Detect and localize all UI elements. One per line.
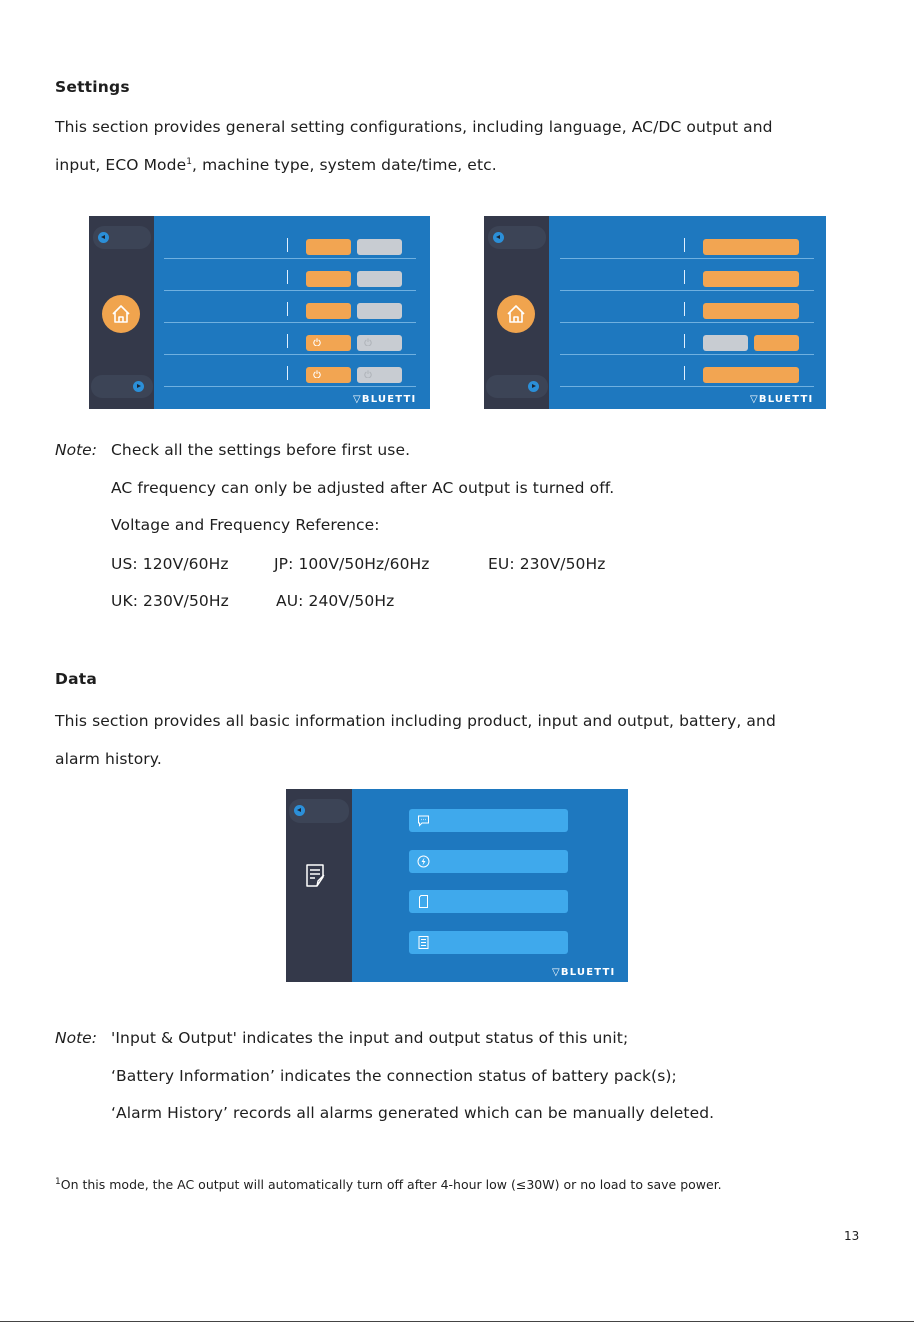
lightning-icon [417, 855, 430, 868]
divider [287, 270, 288, 284]
back-arrow-icon [98, 232, 109, 243]
ref-us: US: 120V/60Hz [111, 555, 229, 573]
data-screen [286, 789, 628, 982]
data-intro-line2: alarm history. [55, 750, 162, 768]
back-pill[interactable] [289, 799, 349, 823]
select-button[interactable] [703, 303, 799, 319]
power-icon [364, 338, 372, 346]
alarm-history-button[interactable] [409, 931, 568, 954]
divider [684, 302, 685, 316]
forward-arrow-icon [528, 381, 539, 392]
brand-text: BLUETTI [361, 394, 417, 405]
brand-logo: ▽BLUETTI [552, 967, 616, 978]
note1-line2: AC frequency can only be adjusted after AC output is turned off. [111, 479, 615, 497]
data-heading: Data [55, 670, 97, 688]
option-on-button[interactable] [306, 271, 351, 287]
option-off-button[interactable] [703, 335, 748, 351]
divider [287, 366, 288, 380]
brand-text: BLUETTI [560, 967, 616, 978]
list-icon [417, 935, 430, 950]
home-icon[interactable] [497, 295, 535, 333]
power-icon [313, 370, 321, 378]
settings-intro-line2-post: , machine type, system date/time, etc. [192, 156, 497, 174]
brand-text: BLUETTI [758, 394, 814, 405]
row-divider [164, 354, 416, 355]
footnote-text: On this mode, the AC output will automatically turn off after 4-hour low (≤30W) or no load to save power. [60, 1177, 722, 1193]
divider [287, 302, 288, 316]
sidebar [89, 216, 154, 409]
battery-info-button[interactable] [409, 890, 568, 913]
next-pill[interactable] [486, 375, 548, 398]
power-icon [364, 370, 372, 378]
footnote-mark: 1 [55, 1177, 61, 1187]
back-pill[interactable] [488, 226, 546, 249]
power-icon [313, 338, 321, 346]
select-button[interactable] [703, 239, 799, 255]
footnote-ref: 1 [186, 156, 193, 167]
option-on-button[interactable] [306, 239, 351, 255]
option-off-button[interactable] [357, 239, 402, 255]
power-off-toggle[interactable] [357, 367, 402, 383]
ref-jp: JP: 100V/50Hz/60Hz [274, 555, 430, 573]
settings-screen-2 [484, 216, 826, 409]
ref-eu: EU: 230V/50Hz [488, 555, 606, 573]
back-arrow-icon [294, 805, 305, 816]
document-icon [304, 863, 328, 889]
power-off-toggle[interactable] [357, 335, 402, 351]
divider [287, 334, 288, 348]
page-number: 13 [844, 1229, 860, 1243]
product-info-button[interactable] [409, 809, 568, 832]
divider [287, 238, 288, 252]
settings-intro-line2 [55, 156, 497, 174]
chat-icon [417, 814, 430, 827]
divider [684, 270, 685, 284]
row-divider [164, 258, 416, 259]
back-arrow-icon [493, 232, 504, 243]
data-intro-line1: This section provides all basic information including product, input and output, battery, and [55, 712, 776, 730]
power-on-toggle[interactable] [306, 335, 351, 351]
select-button[interactable] [703, 367, 799, 383]
ref-au: AU: 240V/50Hz [276, 592, 395, 610]
option-off-button[interactable] [357, 303, 402, 319]
settings-intro-line1: This section provides general setting configurations, including language, AC/DC output and [55, 118, 773, 136]
row-divider [560, 290, 814, 291]
option-on-button[interactable] [754, 335, 799, 351]
input-output-button[interactable] [409, 850, 568, 873]
row-divider [164, 386, 416, 387]
note-label: Note: [55, 441, 97, 459]
row-divider [560, 322, 814, 323]
note2-line1: 'Input & Output' indicates the input and output status of this unit; [111, 1029, 629, 1047]
row-divider [560, 354, 814, 355]
sidebar [286, 789, 352, 982]
next-pill[interactable] [91, 375, 153, 398]
select-button[interactable] [703, 271, 799, 287]
note1-line3: Voltage and Frequency Reference: [111, 516, 380, 534]
settings-intro-line2-pre: input, ECO Mode [55, 156, 187, 174]
settings-screen-1 [89, 216, 430, 409]
power-on-toggle[interactable] [306, 367, 351, 383]
back-pill[interactable] [93, 226, 151, 249]
settings-heading: Settings [55, 78, 130, 96]
divider [684, 366, 685, 380]
row-divider [164, 290, 416, 291]
note2-line3: ‘Alarm History’ records all alarms generated which can be manually deleted. [111, 1104, 715, 1122]
battery-icon [417, 894, 430, 909]
brand-logo: ▽BLUETTI [750, 394, 814, 405]
row-divider [164, 322, 416, 323]
sidebar [484, 216, 549, 409]
ref-uk: UK: 230V/50Hz [111, 592, 229, 610]
forward-arrow-icon [133, 381, 144, 392]
footnote [55, 1177, 722, 1192]
row-divider [560, 258, 814, 259]
page-bottom-rule [0, 1321, 914, 1322]
divider [684, 238, 685, 252]
option-on-button[interactable] [306, 303, 351, 319]
note-label: Note: [55, 1029, 97, 1047]
option-off-button[interactable] [357, 271, 402, 287]
row-divider [560, 386, 814, 387]
note1-line1: Check all the settings before first use. [111, 441, 411, 459]
divider [684, 334, 685, 348]
brand-logo: ▽BLUETTI [353, 394, 417, 405]
home-icon[interactable] [102, 295, 140, 333]
note2-line2: ‘Battery Information’ indicates the connection status of battery pack(s); [111, 1067, 677, 1085]
